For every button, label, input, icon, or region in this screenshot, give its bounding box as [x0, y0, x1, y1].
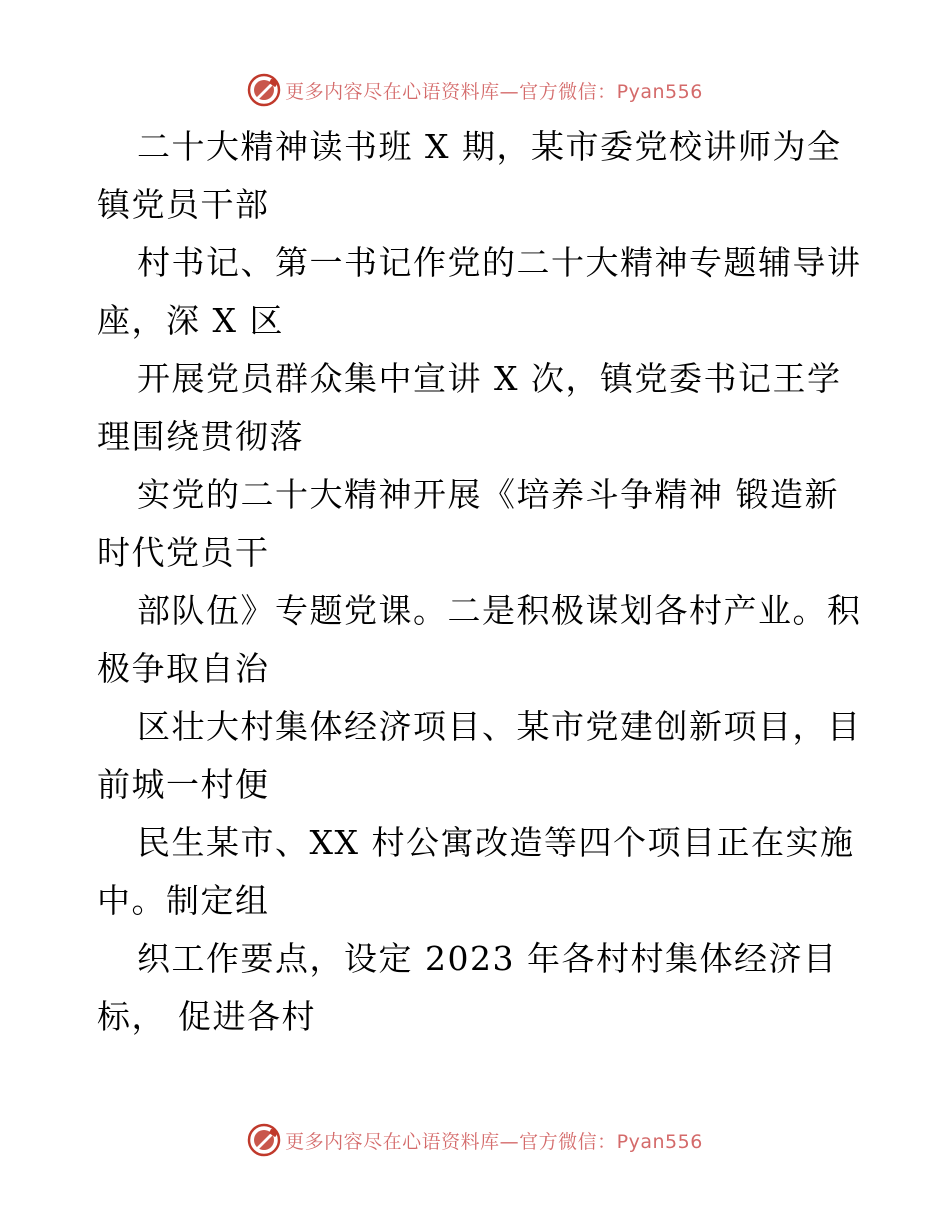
quill-seal-logo-icon: [247, 73, 281, 107]
text-line: 极争取自治: [97, 649, 270, 688]
text-line: 部队伍》专题党课。二是积极谋划各村产业。积: [137, 591, 862, 630]
text-line: 区壮大村集体经济项目、某市党建创新项目，目: [137, 707, 862, 746]
text-line: 民生某市、XX 村公寓改造等四个项目正在实施: [137, 823, 855, 862]
text-line: 织工作要点，设定 2023 年各村村集体经济目: [137, 939, 838, 978]
text-line: 开展党员群众集中宣讲 X 次，镇党委书记王学: [137, 359, 842, 398]
document-body: [97, 118, 862, 1046]
quill-seal-logo-icon: [247, 1123, 281, 1157]
text-line: 时代党员干: [97, 533, 270, 572]
text-line: 村书记、第一书记作党的二十大精神专题辅导讲: [137, 243, 862, 282]
text-line: 二十大精神读书班 X 期，某市委党校讲师为全: [137, 127, 842, 166]
watermark-text: 更多内容尽在心语资料库—官方微信：Pyan556: [285, 1130, 703, 1153]
footer-watermark: [0, 1120, 950, 1160]
watermark-text: 更多内容尽在心语资料库—官方微信：Pyan556: [285, 80, 703, 103]
text-line: 实党的二十大精神开展《培养斗争精神 锻造新: [137, 475, 839, 514]
text-line: 理围绕贯彻落: [97, 417, 304, 456]
text-line: 前城一村便: [97, 765, 270, 804]
text-line: 标， 促进各村: [97, 997, 316, 1036]
text-line: 中。制定组: [97, 881, 270, 920]
text-line: 座，深 X 区: [97, 301, 284, 340]
text-line: 镇党员干部: [97, 185, 270, 224]
header-watermark: [0, 70, 950, 110]
